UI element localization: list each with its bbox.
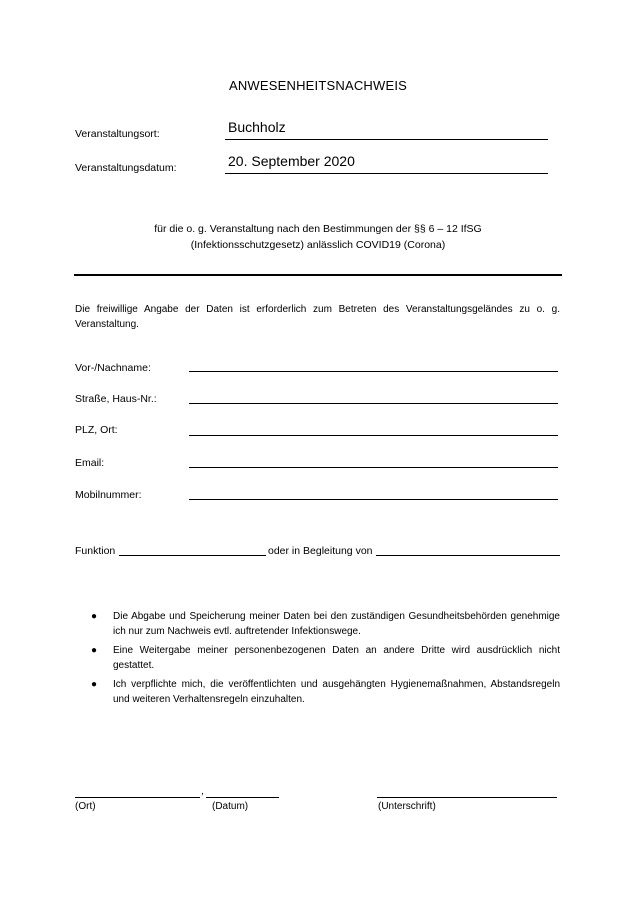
legal-text-line2: (Infektionsschutzgesetz) anlässlich COVID19 (Corona) bbox=[190, 239, 446, 251]
field-label-zip-city: PLZ, Ort: bbox=[75, 424, 118, 436]
document-title: ANWESENHEITSNACHWEIS bbox=[228, 78, 408, 93]
location-line[interactable] bbox=[225, 139, 548, 140]
declaration-list bbox=[91, 609, 560, 711]
date-line[interactable] bbox=[225, 173, 548, 174]
location-value: Buchholz bbox=[228, 119, 286, 135]
bullet-icon: ● bbox=[91, 679, 98, 690]
signature-label-datum: (Datum) bbox=[212, 801, 249, 812]
bullet-icon: ● bbox=[91, 611, 98, 622]
begleitung-line[interactable] bbox=[376, 555, 560, 556]
signature-line-datum[interactable] bbox=[206, 797, 279, 798]
intro-text: Die freiwillige Angabe der Daten ist erforderlich zum Betreten des Veranstaltungsgeländes zu o. g. Veranstaltung. bbox=[75, 304, 560, 330]
signature-label-ort: (Ort) bbox=[75, 801, 96, 812]
funktion-line[interactable] bbox=[119, 555, 266, 556]
field-label-name: Vor-/Nachname: bbox=[75, 362, 151, 374]
field-label-email: Email: bbox=[75, 457, 105, 469]
date-label: Veranstaltungsdatum: bbox=[75, 162, 177, 174]
field-line-name[interactable] bbox=[189, 371, 558, 372]
field-line-zip-city[interactable] bbox=[189, 435, 558, 436]
field-label-street: Straße, Haus-Nr.: bbox=[75, 393, 157, 405]
field-line-email[interactable] bbox=[189, 467, 558, 468]
declaration-item: ● Ich verpflichte mich, die veröffentlichten und ausgehängten Hygienemaßnahmen, Abstandsregeln und weiteren Verhaltensregeln einzuhalten. bbox=[91, 679, 560, 705]
signature-line-unterschrift[interactable] bbox=[377, 797, 557, 798]
field-line-street[interactable] bbox=[189, 403, 558, 404]
signature-line-ort[interactable] bbox=[75, 797, 200, 798]
declaration-item: ● Die Abgabe und Speicherung meiner Daten bei den zuständigen Gesundheitsbehörden genehmige ich nur zum Nachweis evtl. auftretender Infektionswege. bbox=[91, 611, 560, 637]
section-divider bbox=[74, 274, 562, 276]
location-label: Veranstaltungsort: bbox=[75, 128, 160, 140]
field-line-mobile[interactable] bbox=[189, 499, 558, 500]
field-label-mobile: Mobilnummer: bbox=[75, 489, 142, 501]
date-value: 20. September 2020 bbox=[228, 153, 355, 169]
declaration-item: ● Eine Weitergabe meiner personenbezogenen Daten an andere Dritte wird ausdrücklich nicht gestattet. bbox=[91, 645, 560, 671]
legal-text-line1: für die o. g. Veranstaltung nach den Bestimmungen der §§ 6 – 12 IfSG bbox=[154, 223, 482, 235]
bullet-icon: ● bbox=[91, 645, 98, 656]
begleitung-label: oder in Begleitung von bbox=[268, 545, 373, 557]
signature-comma: , bbox=[201, 786, 204, 797]
signature-label-unterschrift: (Unterschrift) bbox=[378, 801, 436, 812]
funktion-label: Funktion bbox=[75, 545, 116, 557]
